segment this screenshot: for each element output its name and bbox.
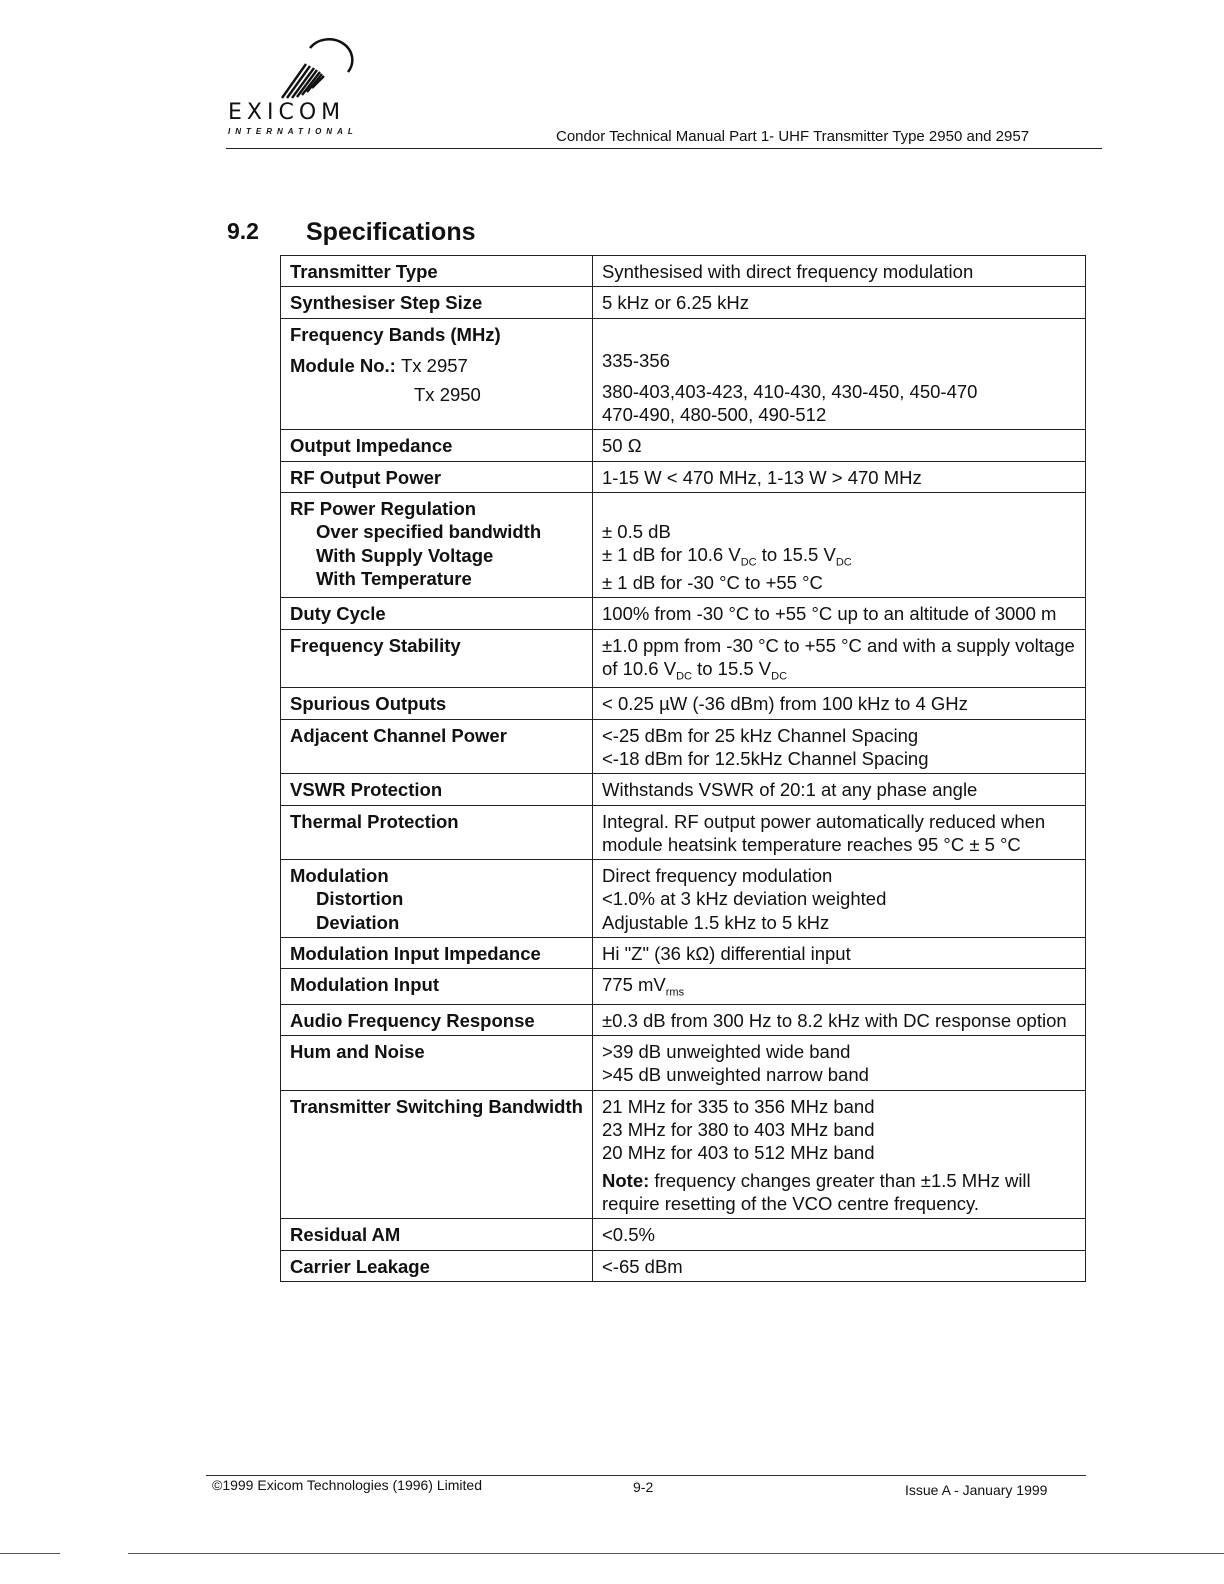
value-line: ± 1 dB for -30 °C to +55 °C [602, 571, 823, 593]
value-line: >39 dB unweighted wide band [602, 1041, 851, 1063]
table-row [281, 860, 1086, 938]
table-row [281, 493, 1086, 598]
row-label-text: RF Power Regulation [290, 498, 477, 520]
row-value: 1-15 W < 470 MHz, 1-13 W > 470 MHz [593, 461, 1086, 492]
table-row [281, 719, 1086, 774]
value-line: <-18 dBm for 12.5kHz Channel Spacing [602, 747, 929, 769]
footer-copyright: ©1999 Exicom Technologies (1996) Limited [212, 1477, 482, 1493]
table-row [281, 430, 1086, 461]
row-label: Duty Cycle [281, 598, 593, 629]
row-value: < 0.25 µW (-36 dBm) from 100 kHz to 4 GHz [593, 688, 1086, 719]
row-value: 5 kHz or 6.25 kHz [593, 287, 1086, 318]
table-row [281, 318, 1086, 430]
band-2950-line1: 380-403,403-423, 410-430, 430-450, 450-470 [602, 380, 978, 402]
document-title: Condor Technical Manual Part 1- UHF Transmitter Type 2950 and 2957 [556, 128, 1030, 145]
table-row [281, 688, 1086, 719]
row-value [593, 719, 1086, 774]
row-label: Carrier Leakage [281, 1250, 593, 1281]
row-label: Synthesiser Step Size [281, 287, 593, 318]
table-row [281, 1036, 1086, 1091]
row-label: RF Output Power [281, 461, 593, 492]
row-label: Modulation Input [281, 969, 593, 1005]
row-label [281, 318, 593, 430]
value-line: Direct frequency modulation [602, 865, 833, 887]
row-value [593, 493, 1086, 598]
row-value [593, 1090, 1086, 1218]
table-row [281, 461, 1086, 492]
row-label: Transmitter Switching Bandwidth [281, 1090, 593, 1218]
table-row [281, 256, 1086, 287]
note-line: Note: frequency changes greater than ±1.5 MHz will require resetting of the VCO centre frequency. [602, 1169, 1031, 1214]
sub-label: Deviation [316, 911, 400, 933]
row-label [281, 860, 593, 938]
sub-label: With Temperature [316, 567, 472, 589]
row-label-text: Modulation [290, 865, 389, 887]
sub-label: Distortion [316, 888, 404, 910]
page-bottom-rule-left [0, 1553, 60, 1554]
row-label: Modulation Input Impedance [281, 938, 593, 969]
row-value: 50 Ω [593, 430, 1086, 461]
logo-subtitle: INTERNATIONAL [228, 127, 358, 136]
row-label [281, 493, 593, 598]
table-row [281, 1219, 1086, 1250]
value-line: <-25 dBm for 25 kHz Channel Spacing [602, 724, 919, 746]
table-row [281, 287, 1086, 318]
value-line: 23 MHz for 380 to 403 MHz band [602, 1119, 875, 1141]
sub-label: With Supply Voltage [316, 544, 494, 566]
table-row [281, 1090, 1086, 1218]
row-label-text: Frequency Bands (MHz) [290, 323, 501, 345]
footer-page-number: 9-2 [633, 1479, 654, 1495]
table-row [281, 1004, 1086, 1035]
row-value: Hi "Z" (36 kΩ) differential input [593, 938, 1086, 969]
row-label: VSWR Protection [281, 774, 593, 805]
value-line: 21 MHz for 335 to 356 MHz band [602, 1095, 875, 1117]
module-tx-2957: Tx 2957 [400, 354, 468, 376]
row-label: Transmitter Type [281, 256, 593, 287]
footer-rule [206, 1475, 1086, 1476]
row-value [593, 1036, 1086, 1091]
value-line: <1.0% at 3 kHz deviation weighted [602, 888, 887, 910]
value-line: ± 0.5 dB [602, 521, 671, 543]
band-2950-line2: 470-490, 480-500, 490-512 [602, 404, 827, 426]
row-value: Withstands VSWR of 20:1 at any phase angle [593, 774, 1086, 805]
row-label: Residual AM [281, 1219, 593, 1250]
row-label: Thermal Protection [281, 805, 593, 860]
table-row [281, 598, 1086, 629]
logo-wordmark: EXICOM [228, 100, 346, 125]
row-label: Output Impedance [281, 430, 593, 461]
section-number: 9.2 [227, 218, 259, 244]
header-rule [226, 148, 1102, 149]
value-line: >45 dB unweighted narrow band [602, 1064, 869, 1086]
row-value: <-65 dBm [593, 1250, 1086, 1281]
module-tx-2950: Tx 2950 [414, 384, 481, 406]
table-row [281, 774, 1086, 805]
row-value: ±0.3 dB from 300 Hz to 8.2 kHz with DC response option [593, 1004, 1086, 1035]
row-value: 100% from -30 °C to +55 °C up to an altitude of 3000 m [593, 598, 1086, 629]
page-bottom-rule [128, 1553, 1224, 1554]
value-line: ± 1 dB for 10.6 $V_{DC}$ to 15.5 $V_{DC}$ [602, 544, 852, 570]
row-value: Synthesised with direct frequency modulation [593, 256, 1086, 287]
table-row [281, 969, 1086, 1005]
row-value [593, 318, 1086, 430]
row-label: Frequency Stability [281, 629, 593, 688]
row-label: Audio Frequency Response [281, 1004, 593, 1035]
spec-table [280, 255, 1086, 1282]
value-line: 20 MHz for 403 to 512 MHz band [602, 1142, 875, 1164]
row-value: <0.5% [593, 1219, 1086, 1250]
table-row [281, 938, 1086, 969]
row-label: Hum and Noise [281, 1036, 593, 1091]
value-line: Adjustable 1.5 kHz to 5 kHz [602, 911, 830, 933]
row-value: 775 $mV_{rms}$ [593, 969, 1086, 1005]
table-row [281, 805, 1086, 860]
row-value: Integral. RF output power automatically reduced when module heatsink temperature reaches 95 °C ± 5 °C [593, 805, 1086, 860]
row-label: Spurious Outputs [281, 688, 593, 719]
band-2957: 335-356 [602, 349, 670, 371]
table-row [281, 629, 1086, 688]
table-row [281, 1250, 1086, 1281]
row-value: ±1.0 ppm from -30 °C to +55 °C and with a supply voltage of 10.6 $V_{DC}$ to 15.5 $V_{DC}$ [593, 629, 1086, 688]
footer-issue: Issue A - January 1999 [905, 1482, 1048, 1498]
exicom-logo-icon [270, 38, 360, 100]
sub-label: Over specified bandwidth [316, 521, 542, 543]
row-value [593, 860, 1086, 938]
module-label: Module No.: [290, 354, 396, 376]
row-label: Adjacent Channel Power [281, 719, 593, 774]
section-title: Specifications [306, 218, 476, 246]
